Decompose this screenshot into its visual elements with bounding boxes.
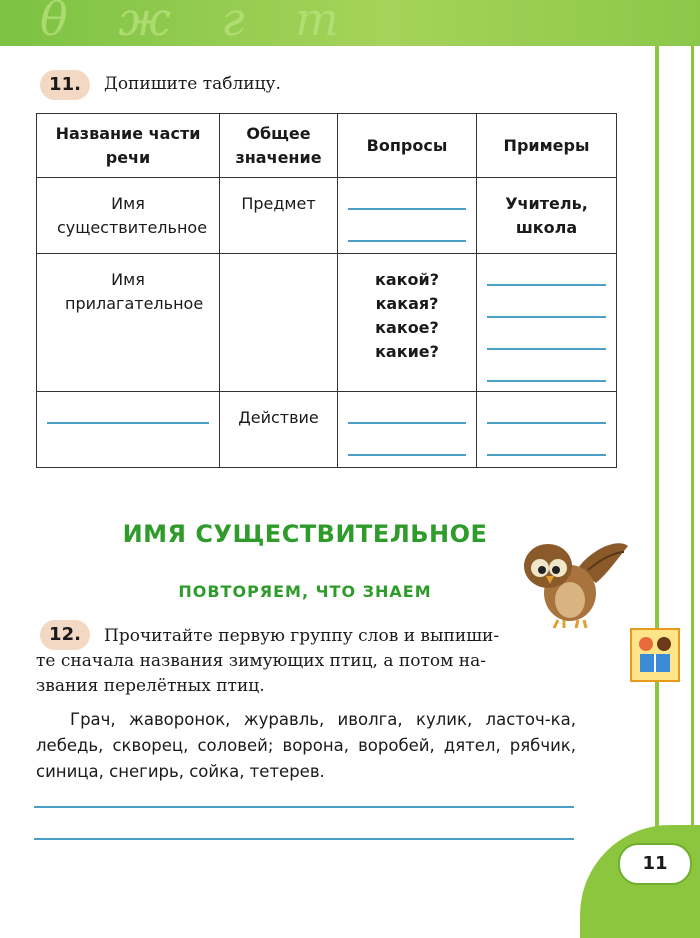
- task-instruction-line: Прочитайте первую группу слов и выпиши-: [104, 626, 500, 646]
- table-cell: Учитель, школа: [505, 194, 588, 237]
- answer-cell[interactable]: [220, 254, 338, 392]
- table-header: Название части речи: [37, 114, 220, 178]
- answer-cell[interactable]: [477, 254, 617, 392]
- task-instruction-line: те сначала названия зимующих птиц, а потом на-: [36, 651, 486, 671]
- table-cell: Имя существительное: [57, 194, 208, 237]
- answer-cell[interactable]: [338, 392, 477, 468]
- table-header: Общее значение: [220, 114, 338, 178]
- table-cell: Действие: [238, 408, 319, 427]
- answer-line[interactable]: [34, 806, 574, 808]
- section-subtitle: ПОВТОРЯЕМ, ЧТО ЗНАЕМ: [178, 582, 432, 601]
- task-instruction-line: звания перелётных птиц.: [36, 676, 265, 696]
- owl-illustration: [518, 538, 630, 630]
- table-header: Примеры: [477, 114, 617, 178]
- header-band: [0, 0, 700, 46]
- header-decoration: θ ж г т: [40, 0, 357, 46]
- margin-line-outer: [691, 46, 694, 938]
- table-cell: Предмет: [241, 194, 316, 213]
- parts-of-speech-table: [36, 113, 617, 468]
- answer-cell[interactable]: [37, 392, 220, 468]
- task-instruction: Допишите таблицу.: [104, 74, 281, 94]
- table-cell: Имя прилагательное: [65, 270, 204, 313]
- answer-cell[interactable]: [477, 392, 617, 468]
- margin-line: [655, 46, 659, 938]
- table-header: Вопросы: [338, 114, 477, 178]
- task-number-badge: 11.: [40, 70, 90, 100]
- answer-cell[interactable]: [338, 178, 477, 254]
- section-title: ИМЯ СУЩЕСТВИТЕЛЬНОЕ: [122, 520, 488, 548]
- task-number-badge: 12.: [40, 620, 90, 650]
- answer-line[interactable]: [34, 838, 574, 840]
- bird-word-list: Грач, жаворонок, журавль, иволга, кулик, ласточ-ка, лебедь, скворец, соловей; ворона, воробей, дятел, рябчик, синица, снегирь, сойка, тетерев.: [36, 710, 576, 781]
- table-cell: какой? какая? какое? какие?: [375, 270, 439, 361]
- reading-icon: [630, 628, 680, 682]
- page-number: 11: [618, 843, 692, 885]
